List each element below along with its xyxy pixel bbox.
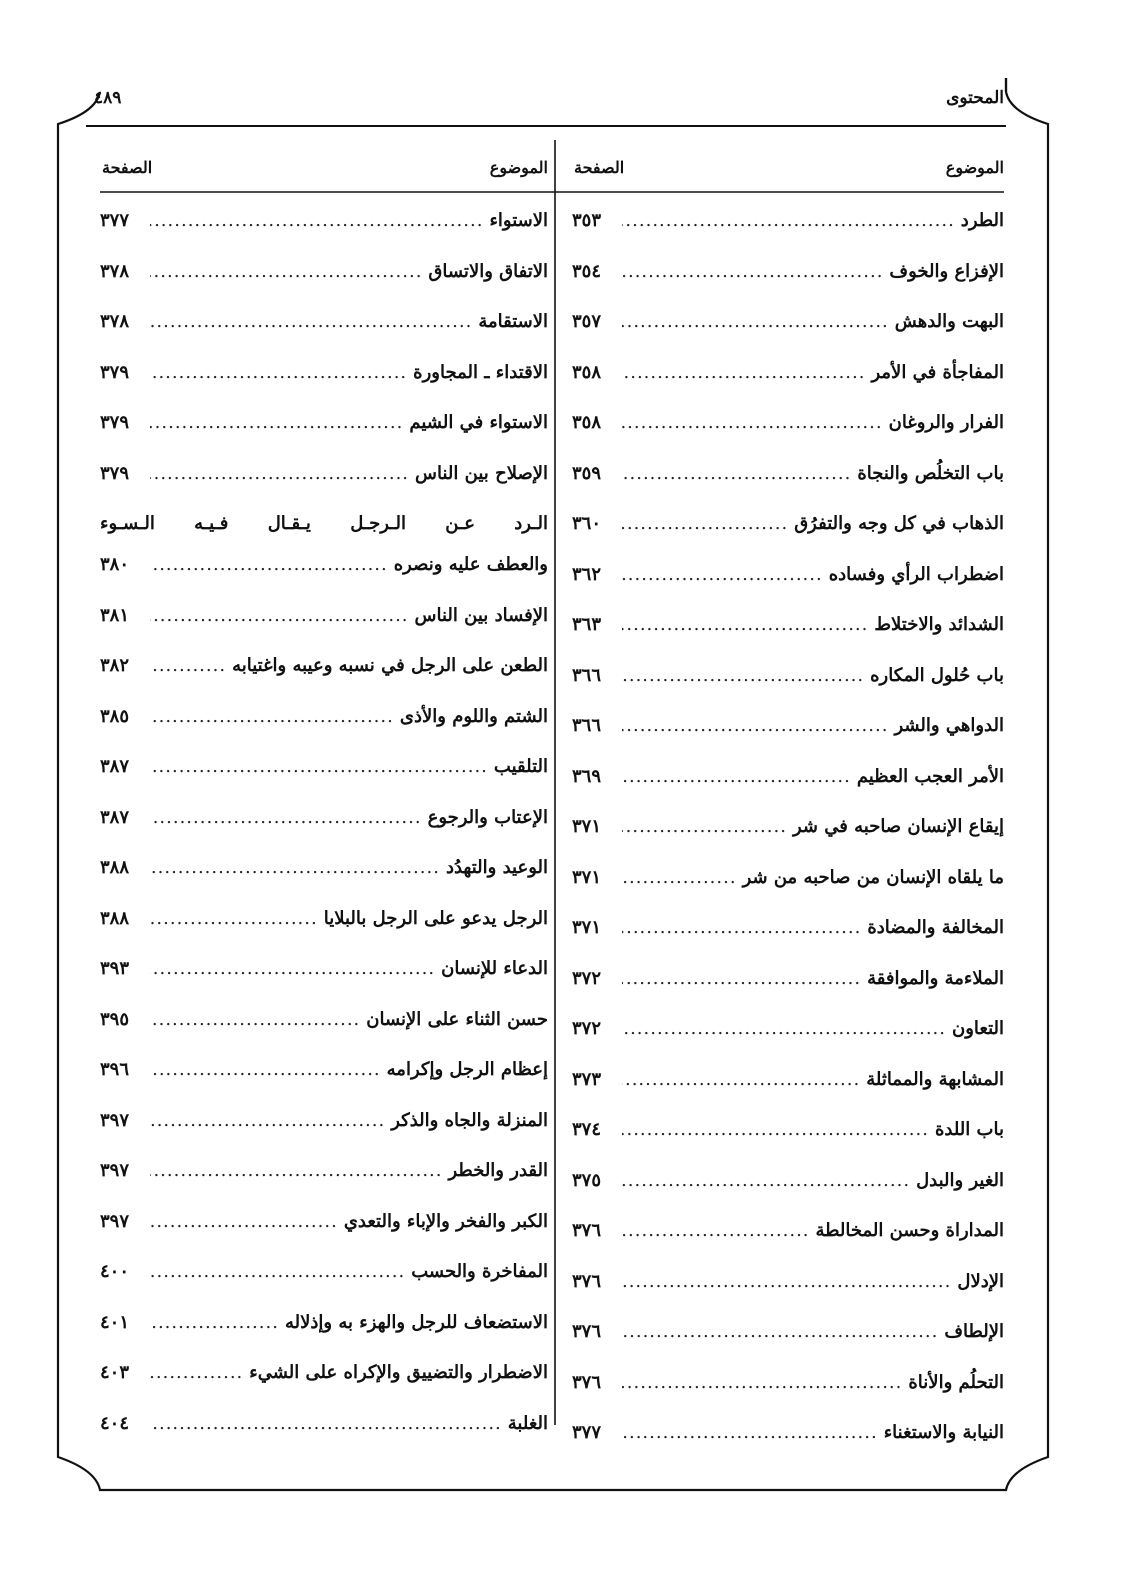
toc-entry: [572, 210, 1004, 261]
toc-entry-page: ٣٨٧: [100, 806, 130, 828]
dot-leader: [150, 908, 318, 929]
toc-entry-page: ٣٧٣: [572, 1068, 602, 1090]
toc-entry-page: ٣٨٨: [100, 907, 130, 929]
topic-heading: الموضوع: [945, 158, 1004, 177]
toc-entry: [100, 655, 548, 706]
dot-leader: [622, 1321, 938, 1342]
toc-entry: [572, 1069, 1004, 1120]
toc-entry: [572, 715, 1004, 766]
toc-entry: [100, 210, 548, 261]
dot-leader: [150, 1261, 405, 1282]
toc-entry: [572, 362, 1004, 413]
dot-leader: [150, 1312, 279, 1333]
toc-entry-page: ٤٠٤: [100, 1412, 130, 1434]
toc-entry: [100, 513, 548, 554]
toc-entry-page: ٣٧٦: [572, 1220, 602, 1241]
dot-leader: [622, 1422, 878, 1443]
dot-leader: [622, 1271, 951, 1292]
toc-entry-topic: الدعاء للإنسان: [441, 958, 548, 979]
toc-entry: [100, 756, 548, 807]
toc-entry-page: ٣٨٢: [100, 655, 130, 676]
toc-entry-topic: الملاءمة والموافقة: [867, 967, 1004, 989]
toc-entry: [100, 1261, 548, 1312]
toc-entry-page: ٣٨٠: [100, 554, 130, 575]
toc-entry-topic: المنزلة والجاه والذكر: [391, 1109, 548, 1131]
toc-entry-page: ٣٧٦: [572, 1270, 602, 1292]
dot-leader: [150, 655, 226, 676]
toc-entry-topic: الاضطرار والتضييق والإكراه على الشيء: [249, 1362, 548, 1383]
toc-entry-topic: اضطراب الرأي وفساده: [828, 563, 1004, 585]
toc-entry-topic: باب حُلول المكاره: [870, 664, 1004, 686]
toc-entry-page: ٣٨١: [100, 604, 130, 626]
toc-entry: [100, 362, 548, 413]
dot-leader: [150, 958, 435, 979]
toc-entry-topic: التعاون: [952, 1018, 1004, 1039]
toc-entry-page: ٣٧٦: [572, 1371, 602, 1393]
toc-entry-topic: المشابهة والمماثلة: [866, 1068, 1004, 1090]
toc-entry: [572, 766, 1004, 817]
dot-leader: [622, 1119, 929, 1140]
toc-entry: [572, 564, 1004, 615]
toc-entries-left: [100, 210, 548, 1463]
toc-entry: [100, 605, 548, 656]
dot-leader: [622, 261, 883, 282]
toc-entry: [572, 1422, 1004, 1473]
toc-entry: [100, 1312, 548, 1363]
dot-leader: [622, 412, 883, 433]
toc-entry-topic: الإلطاف: [944, 1321, 1004, 1342]
toc-entry-topic: باب التخلُص والنجاة: [857, 462, 1004, 484]
toc-entry-topic: المخالفة والمضادة: [867, 917, 1004, 938]
toc-entry: [572, 665, 1004, 716]
toc-entry-topic: الإفزاع والخوف: [889, 260, 1004, 282]
toc-column-right: [572, 140, 1004, 1443]
toc-entry-page: ٣٧٩: [100, 361, 130, 383]
toc-entry-topic: المداراة وحسن المخالطة: [815, 1220, 1004, 1241]
dot-leader: [150, 1110, 385, 1131]
dot-leader: [150, 756, 488, 777]
toc-entry-topic: الوعيد والتهدُد: [445, 857, 548, 878]
toc-entry-page: ٣٩٦: [100, 1059, 130, 1080]
toc-entry-topic: الشتم واللوم والأذى: [399, 705, 548, 727]
page-heading: الصفحة: [102, 158, 153, 177]
toc-entry-topic: الإدلال: [957, 1270, 1004, 1292]
toc-entry-page: ٣٧١: [572, 816, 602, 837]
dot-leader: [150, 1211, 338, 1232]
toc-entry-topic: الغلبة: [507, 1412, 548, 1434]
toc-entry: [572, 311, 1004, 362]
dot-leader: [150, 1362, 243, 1383]
dot-leader: [150, 706, 394, 727]
toc-entry-topic: باب اللدة: [934, 1119, 1004, 1140]
toc-entry: [100, 412, 548, 463]
toc-entry-page: ٣٧٧: [100, 210, 130, 231]
toc-entry-page: ٣٥٨: [572, 412, 602, 433]
toc-entry-page: ٣٧١: [572, 866, 602, 888]
toc-entry-topic: الاستقامة: [478, 311, 548, 332]
toc-entry: [572, 1372, 1004, 1423]
dot-leader: [622, 210, 955, 231]
toc-entry: [100, 908, 548, 959]
toc-entry: [100, 1110, 548, 1161]
toc-entry-topic: الفرار والروغان: [888, 412, 1004, 433]
toc-entry: [572, 1018, 1004, 1069]
dot-leader: [150, 857, 440, 878]
toc-entry-topic: التلقيب: [493, 756, 548, 777]
toc-entry-topic: القدر والخطر: [448, 1160, 548, 1181]
toc-entry-page: ٤٠١: [100, 1311, 130, 1333]
dot-leader: [622, 362, 865, 383]
toc-entry: [572, 968, 1004, 1019]
toc-entry: [100, 1009, 548, 1060]
dot-leader: [622, 1372, 902, 1393]
toc-entry-page: ٣٧٨: [100, 311, 130, 332]
toc-entry-topic: المفاجأة في الأمر: [871, 361, 1004, 383]
toc-entry: [100, 958, 548, 1009]
toc-entry-topic: الرجل يدعو على الرجل بالبلايا: [323, 907, 548, 929]
dot-leader: [622, 968, 861, 989]
column-heading-right: [572, 140, 1004, 192]
toc-entry-page: ٣٦٦: [572, 664, 602, 686]
toc-entry-page: ٣٩٧: [100, 1160, 130, 1181]
toc-entry-topic: البهت والدهش: [894, 311, 1004, 332]
page-number: ٤٨٩: [94, 88, 122, 108]
topic-heading: الموضوع: [489, 158, 548, 177]
dot-leader: [150, 1160, 443, 1181]
toc-entry-page: ٣٧٩: [100, 412, 130, 433]
toc-entry-page: ٣٧١: [572, 917, 602, 938]
toc-entry: [100, 1211, 548, 1262]
toc-entries-right: [572, 210, 1004, 1473]
toc-entry-page: ٤٠٣: [100, 1362, 130, 1383]
toc-entry-page: ٣٥٨: [572, 361, 602, 383]
toc-entry: [572, 1271, 1004, 1322]
dot-leader: [622, 463, 851, 484]
toc-entry-page: ٣٩٧: [100, 1210, 130, 1232]
toc-entry: [572, 1220, 1004, 1271]
toc-entry: [100, 857, 548, 908]
toc-entry-page: ٣٧٤: [572, 1119, 602, 1140]
toc-entry-topic: الغير والبدل: [916, 1169, 1004, 1191]
toc-entry-page: ٣٧٨: [100, 260, 130, 282]
toc-entry-page: ٣٨٥: [100, 705, 130, 727]
toc-entry-topic: الاقتداء ـ المجاورة: [413, 361, 548, 383]
dot-leader: [150, 210, 483, 231]
toc-entry-topic: الاتفاق والاتساق: [428, 260, 548, 282]
toc-entry-page: ٣٧٥: [572, 1169, 602, 1191]
toc-entry-page: ٣٥٧: [572, 311, 602, 332]
toc-entry-page: ٣٩٧: [100, 1109, 130, 1131]
toc-entry: [572, 1321, 1004, 1372]
dot-leader: [622, 614, 868, 635]
dot-leader: [150, 605, 409, 626]
toc-entry: [572, 614, 1004, 665]
dot-leader: [622, 564, 823, 585]
dot-leader: [622, 1170, 910, 1191]
toc-entry-page: ٣٦٠: [572, 513, 602, 534]
dot-leader: [150, 311, 472, 332]
toc-entry-topic: حسن الثناء على الإنسان: [366, 1008, 548, 1030]
toc-entry-page: ٣٧٦: [572, 1321, 602, 1342]
dot-leader: [622, 665, 864, 686]
toc-entry-topic: الذهاب في كل وجه والتفرُق: [794, 513, 1004, 534]
toc-entry-topic: الإصلاح بين الناس: [415, 462, 548, 484]
toc-entry: [572, 917, 1004, 968]
dot-leader: [150, 261, 422, 282]
toc-entry: [100, 706, 548, 757]
dot-leader: [150, 1413, 502, 1434]
toc-entry-topic: الكبر والفخر والإباء والتعدي: [343, 1210, 548, 1232]
toc-entry: [100, 807, 548, 858]
toc-entry: [572, 412, 1004, 463]
toc-entry-page: ٣٧٩: [100, 462, 130, 484]
dot-leader: [150, 1059, 381, 1080]
toc-entry: [572, 1170, 1004, 1221]
toc-entry-topic: الطرد: [960, 210, 1004, 231]
toc-entry-page: ٣٨٧: [100, 756, 130, 777]
toc-entry-topic: التحلُم والأناة: [908, 1371, 1004, 1393]
toc-entry: [572, 261, 1004, 312]
toc-entry: [100, 261, 548, 312]
toc-entry-topic: الإعتاب والرجوع: [427, 806, 548, 828]
toc-entry-topic: المفاخرة والحسب: [411, 1261, 548, 1282]
toc-entry-topic: الاستواء: [489, 210, 548, 231]
toc-entry-topic: إيقاع الإنسان صاحبه في شر: [792, 816, 1004, 837]
toc-entry-page: ٣٦٩: [572, 765, 602, 787]
column-heading-left: [100, 140, 548, 192]
toc-column-left: [100, 140, 548, 1434]
toc-entry-topic: الدواهي والشر: [894, 715, 1004, 736]
toc-entry-page: ٤٠٠: [100, 1261, 130, 1282]
toc-entry-page: ٣٦٣: [572, 614, 602, 635]
toc-entry-topic: الـرد عـن الـرجـل يـقـال فـيـه الـسـوء: [100, 513, 548, 534]
dot-leader: [150, 463, 409, 484]
dot-leader: [622, 311, 889, 332]
toc-entry-page: ٣٩٥: [100, 1008, 130, 1030]
toc-entry: [100, 1059, 548, 1110]
toc-entry-topic: الاستضعاف للرجل والهزء به وإذلاله: [284, 1311, 548, 1333]
toc-entry: [100, 311, 548, 362]
toc-entry-topic: الإفساد بين الناس: [414, 604, 548, 626]
toc-entry: [572, 1119, 1004, 1170]
dot-leader: [622, 1220, 810, 1241]
toc-entry-page: ٣٦٢: [572, 563, 602, 585]
running-header: [82, 88, 1004, 124]
toc-entry-page: ٣٨٨: [100, 857, 130, 878]
toc-entry: [100, 554, 548, 605]
dot-leader: [150, 362, 407, 383]
toc-entry-page: ٣٧٢: [572, 1018, 602, 1039]
toc-entry: [572, 463, 1004, 514]
dot-leader: [150, 554, 388, 575]
toc-entry: [572, 513, 1004, 564]
toc-entry-topic: الاستواء في الشيم: [409, 412, 548, 433]
dot-leader: [622, 513, 788, 534]
toc-entry-page: ٣٥٣: [572, 210, 602, 231]
toc-entry-page: ٣٧٧: [572, 1422, 602, 1443]
running-title: المحتوى: [946, 88, 1004, 108]
dot-leader: [622, 917, 861, 938]
dot-leader: [622, 715, 888, 736]
toc-entry-topic: والعطف عليه ونصره: [393, 554, 548, 575]
toc-entry-topic: الأمر العجب العظيم: [856, 765, 1004, 787]
toc-entry: [100, 1362, 548, 1413]
toc-entry: [572, 867, 1004, 918]
toc-entry: [100, 463, 548, 514]
dot-leader: [150, 807, 422, 828]
toc-entry-page: ٣٥٤: [572, 260, 602, 282]
toc-entry-topic: إعظام الرجل وإكرامه: [386, 1059, 548, 1080]
toc-entry-page: ٣٦٦: [572, 715, 602, 736]
dot-leader: [150, 412, 403, 433]
dot-leader: [622, 867, 737, 888]
dot-leader: [622, 1018, 946, 1039]
toc-entry-topic: الشدائد والاختلاط: [874, 614, 1004, 635]
toc-entry: [100, 1160, 548, 1211]
toc-entry: [572, 816, 1004, 867]
toc-entry-topic: الطعن على الرجل في نسبه وعيبه واغتيابه: [232, 655, 548, 676]
toc-entry-topic: النيابة والاستغناء: [883, 1422, 1004, 1443]
dot-leader: [622, 766, 851, 787]
dot-leader: [150, 1009, 360, 1030]
toc-entry-page: ٣٧٢: [572, 967, 602, 989]
dot-leader: [622, 816, 787, 837]
toc-entry-topic: ما يلقاه الإنسان من صاحبه من شر: [742, 866, 1004, 888]
page-heading: الصفحة: [574, 158, 625, 177]
toc-entry-page: ٣٥٩: [572, 462, 602, 484]
toc-entry: [100, 1413, 548, 1464]
dot-leader: [622, 1069, 860, 1090]
toc-entry-page: ٣٩٣: [100, 958, 130, 979]
